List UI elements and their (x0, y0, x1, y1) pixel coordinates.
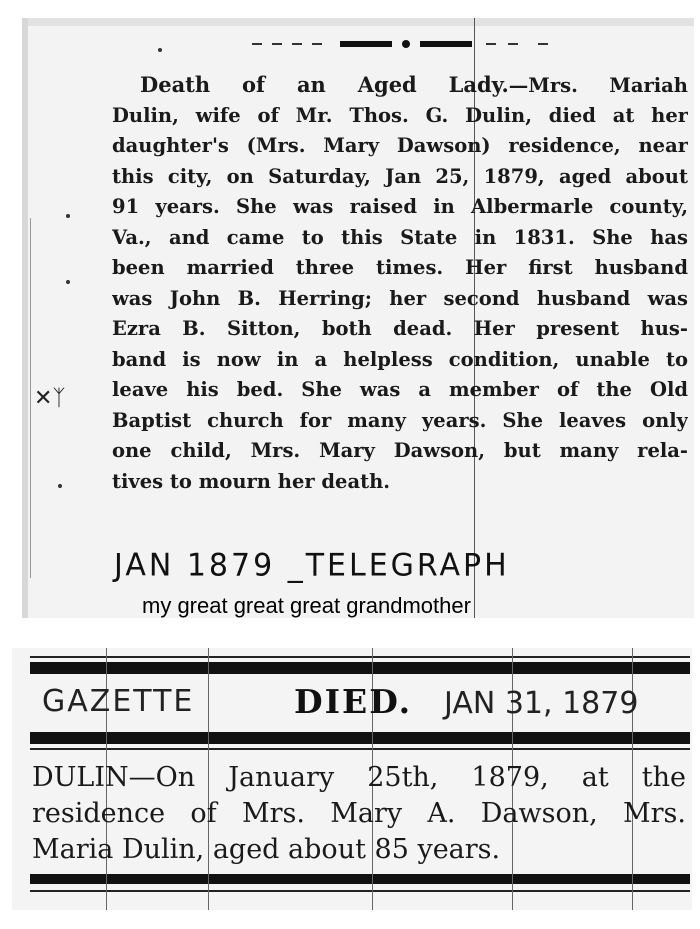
paper-edge (22, 18, 694, 26)
notice-heading: DIED. (294, 682, 413, 721)
article-line: Dulin, wife of Mr. Thos. G. Dulin, died at her (112, 103, 688, 127)
article-line: Va., and came to this State in 1831. She has (112, 225, 688, 249)
notice-line: DULIN—On January 25th, 1879, at the (32, 762, 686, 793)
rule-bar (30, 662, 690, 674)
article-text: —Mrs. Mariah (508, 74, 688, 97)
article-line: band is now in a helpless condition, unable to (112, 347, 688, 371)
margin-mark: ✕ᛉ (34, 386, 66, 411)
rule-line (30, 748, 690, 750)
notice-line: residence of Mrs. Mary A. Dawson, Mrs. (32, 798, 686, 829)
article-line: been married three times. Her first husband (112, 256, 688, 279)
column-rule (30, 218, 31, 578)
article-line: 91 years. She was raised in Albermarle county, (112, 195, 688, 218)
article-line: tives to mourn her death. (112, 469, 391, 493)
typed-caption: my great great great grandmother (142, 593, 471, 618)
article-headline: Death of an Aged Lady. (140, 72, 509, 97)
margin-dot (66, 214, 70, 218)
rule-bar (30, 874, 690, 884)
margin-dot (158, 48, 162, 52)
article-line (112, 70, 688, 101)
rule-line (30, 656, 690, 658)
obituary-article (112, 70, 688, 497)
death-notice (32, 760, 686, 868)
article-line: leave his bed. She was a member of the Old (112, 378, 688, 401)
article-line: Baptist church for many years. She leaves only (112, 408, 688, 432)
rule-line (30, 890, 690, 892)
margin-dot (58, 484, 62, 488)
article-line: one child, Mrs. Mary Dawson, but many rela- (112, 439, 688, 462)
ornament-divider (252, 40, 562, 48)
article-line: daughter's (Mrs. Mary Dawson) residence, near (112, 134, 688, 157)
margin-dot (66, 280, 70, 284)
telegraph-clipping (22, 18, 694, 618)
rule-bar (30, 732, 690, 744)
article-line: was John B. Herring; her second husband was (112, 286, 688, 310)
gazette-clipping (12, 648, 692, 910)
handwritten-date-note: JAN 31, 1879 (444, 686, 639, 721)
handwritten-source-note: GAZETTE (42, 684, 195, 719)
notice-line: Maria Dulin, aged about 85 years. (32, 834, 501, 865)
article-line: Ezra B. Sitton, both dead. Her present hus- (112, 317, 688, 340)
handwritten-source-note: JAN 1879 _TELEGRAPH (114, 547, 510, 584)
article-line: this city, on Saturday, Jan 25, 1879, aged about (112, 164, 688, 188)
paper-edge-left (22, 18, 28, 618)
